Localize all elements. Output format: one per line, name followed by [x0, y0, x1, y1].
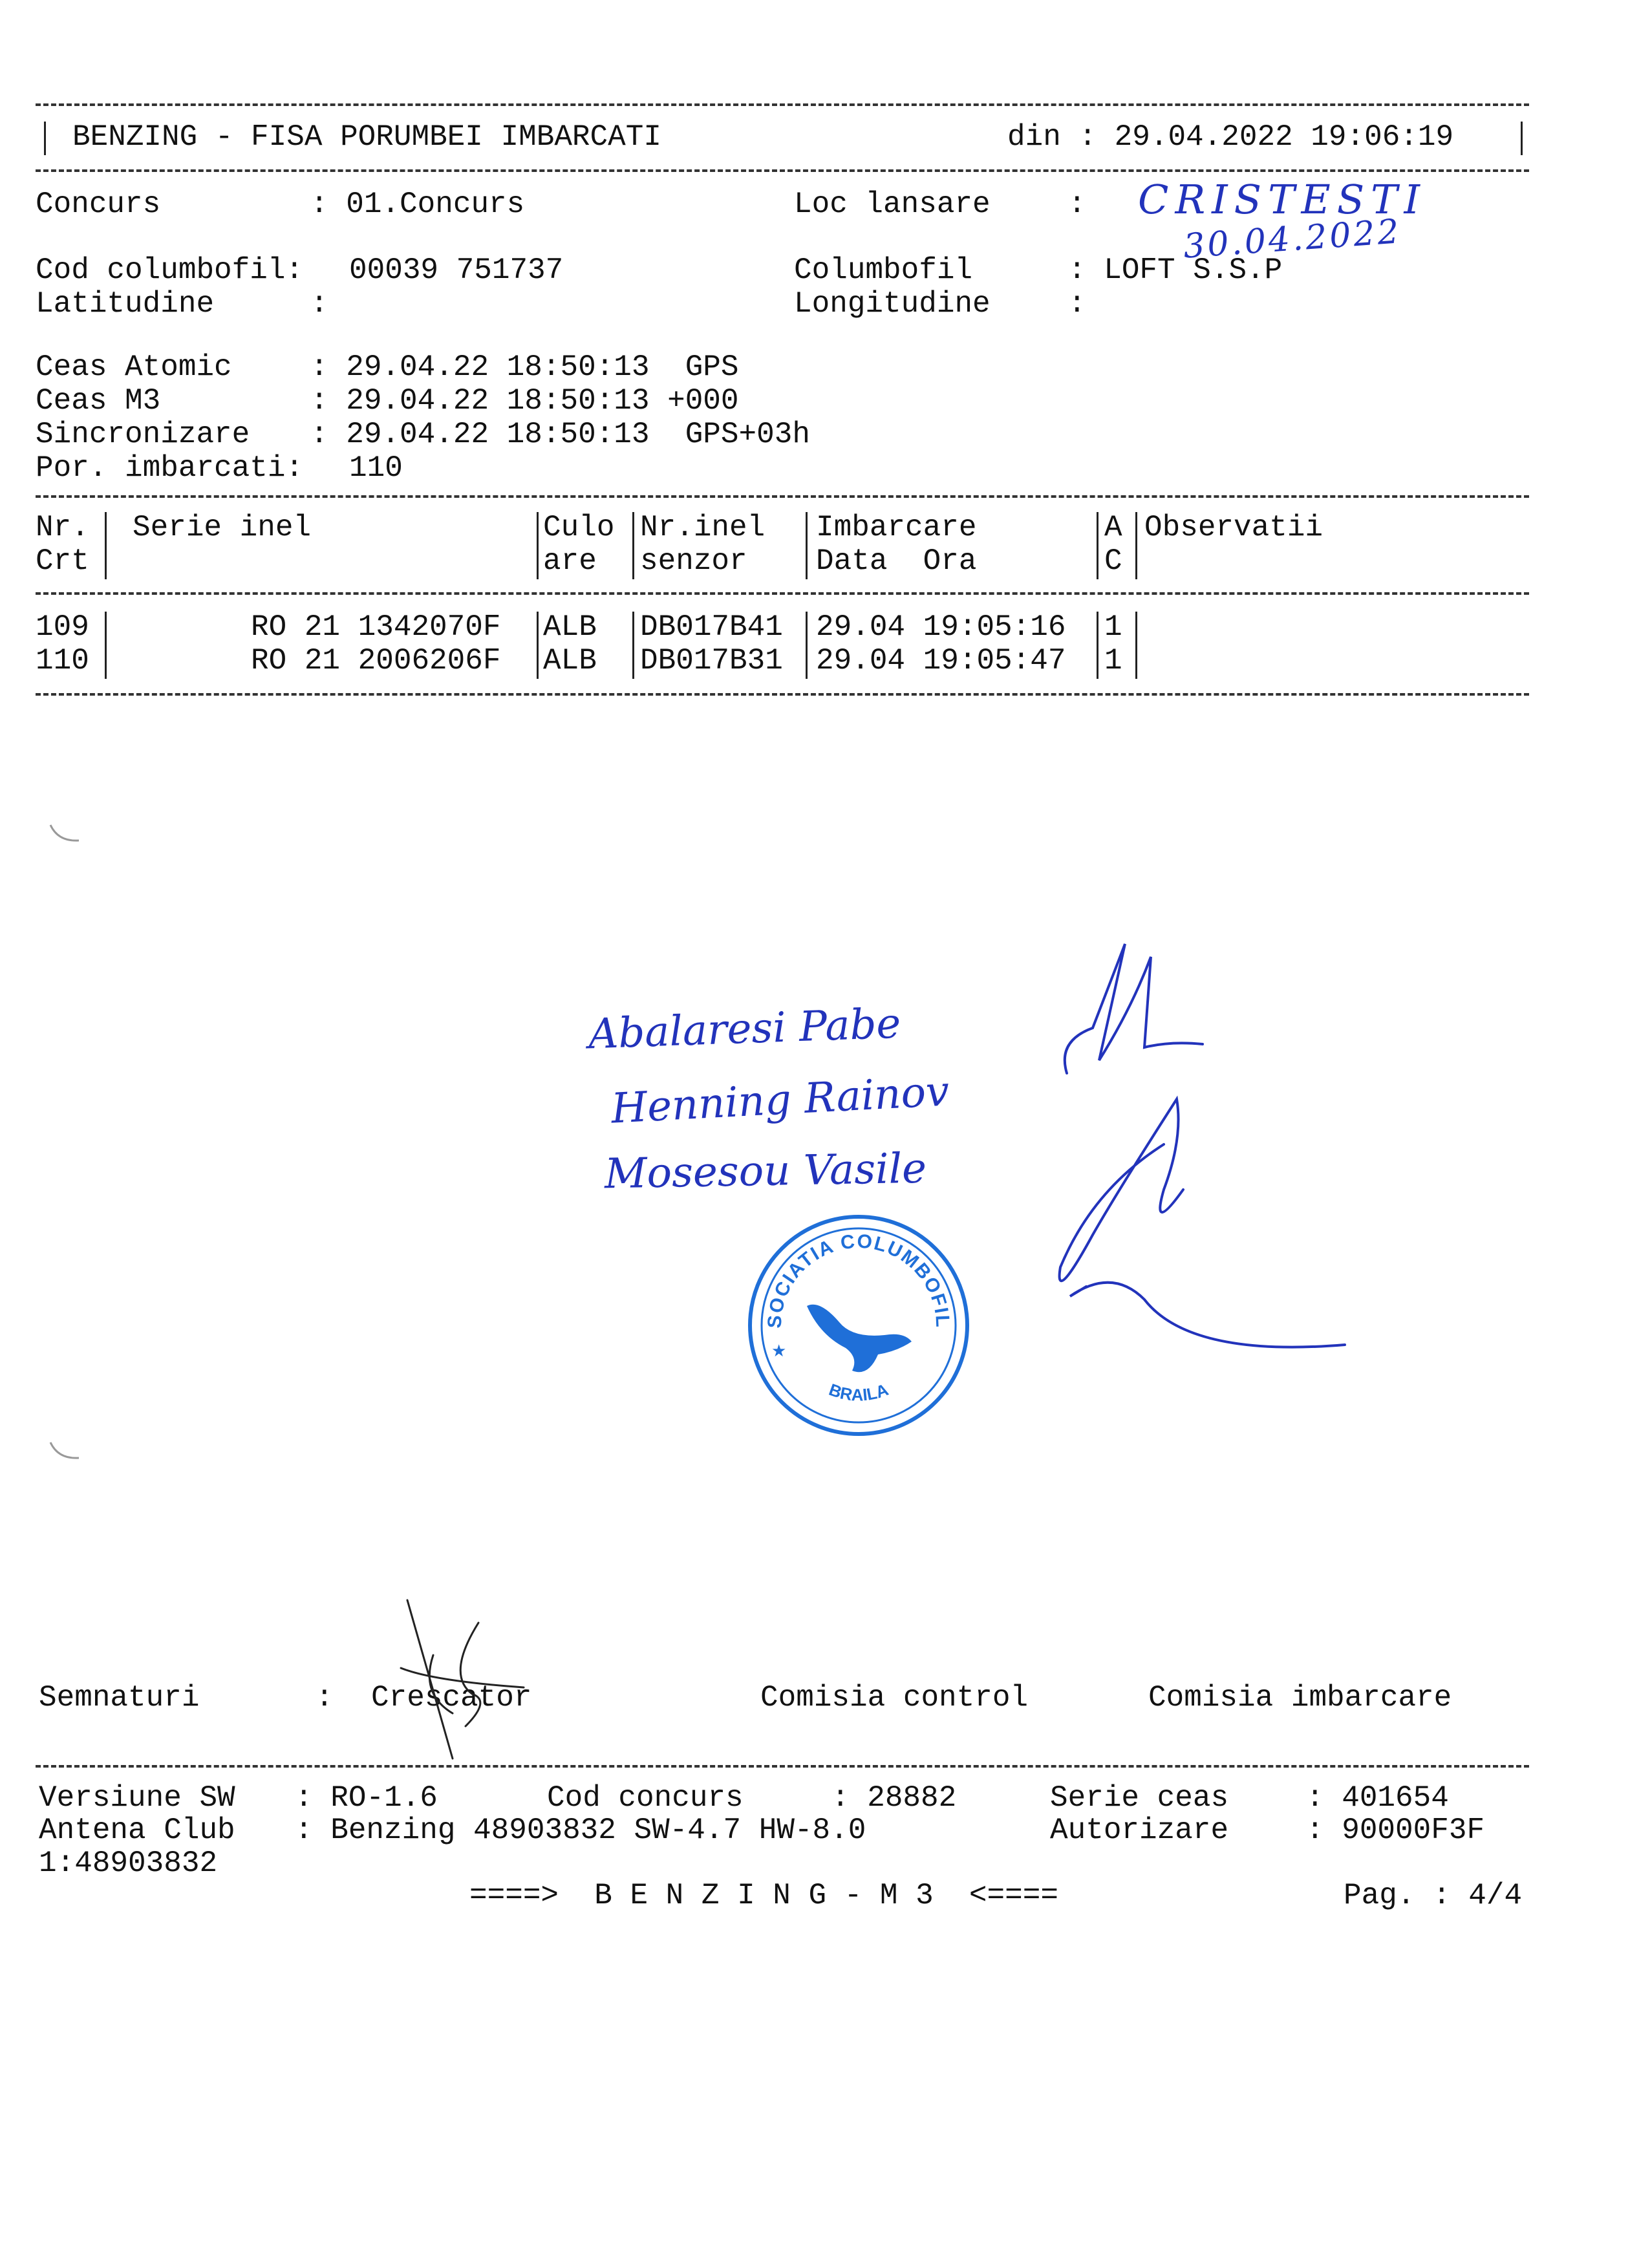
- col-divider: [632, 612, 634, 679]
- versiune-label: Versiune SW: [39, 1781, 235, 1815]
- antena-id: 1:48903832: [39, 1846, 218, 1880]
- col-imbarcare-header: Imbarcare: [816, 511, 977, 544]
- col-data-ora-header: Data Ora: [816, 544, 977, 578]
- crescator-label: Crescator: [371, 1681, 532, 1715]
- sincronizare-value: : 29.04.22 18:50:13 GPS+03h: [310, 418, 810, 451]
- handwritten-name: Henning Rainov: [610, 1067, 950, 1133]
- cell-nr: 110: [36, 644, 89, 678]
- handwritten-location-date: 30.04.2022: [1182, 212, 1403, 266]
- semnaturi-sep: :: [316, 1681, 334, 1715]
- cell-culoare: ALB: [543, 644, 597, 678]
- document-date: din : 29.04.2022 19:06:19: [1007, 120, 1454, 154]
- punch-hole-mark: [45, 1439, 84, 1464]
- svg-text:ASOCIATIA COLUMBOFILA: [734, 1192, 953, 1329]
- cod-concurs-label: Cod concurs: [547, 1781, 744, 1815]
- antena-value: : Benzing 48903832 SW-4.7 HW-8.0: [295, 1813, 866, 1847]
- cell-serie: RO 21 1342070F: [251, 610, 501, 644]
- stamp-top-text: ASOCIATIA COLUMBOFILA: [734, 1192, 954, 1329]
- col-crt-header: Crt: [36, 544, 89, 578]
- cod-columbofil-value: 00039 751737: [349, 253, 564, 287]
- footer-dashed-rule: [36, 1765, 1529, 1768]
- cod-columbofil-label: Cod columbofil:: [36, 253, 304, 287]
- handwritten-name: Abalaresi Pabe: [587, 1000, 902, 1059]
- ceas-m3-value: : 29.04.22 18:50:13 +000: [310, 384, 739, 418]
- cell-culoare: ALB: [543, 610, 597, 644]
- col-senzor-header: Nr.inel: [640, 511, 766, 544]
- commission-signature: [1034, 1073, 1358, 1364]
- latitudine-label: Latitudine: [36, 287, 215, 321]
- col-nr-header: Nr.: [36, 511, 89, 544]
- serie-ceas-value: : 401654: [1306, 1781, 1449, 1815]
- col-divider: [105, 612, 107, 679]
- handwritten-location: CRISTESTI: [1138, 176, 1427, 223]
- table-bottom-rule: [36, 693, 1529, 696]
- punch-hole-mark: [45, 821, 84, 847]
- autorizare-label: Autorizare: [1050, 1813, 1229, 1847]
- ceas-m3-label: Ceas M3: [36, 384, 161, 418]
- versiune-value: : RO-1.6: [295, 1781, 438, 1815]
- columbofil-value: : LOFT S.S.P: [1068, 253, 1283, 287]
- cell-serie: RO 21 2006206F: [251, 644, 501, 678]
- concurs-label: Concurs: [36, 187, 161, 221]
- sincronizare-label: Sincronizare: [36, 418, 250, 451]
- cell-data-ora: 29.04 19:05:16: [816, 610, 1066, 644]
- autorizare-value: : 90000F3F: [1306, 1813, 1485, 1847]
- page-number: Pag. : 4/4: [1344, 1879, 1523, 1912]
- col-divider: [537, 512, 539, 579]
- col-divider: [632, 512, 634, 579]
- svg-text:BRAILA: [826, 1380, 891, 1405]
- columbofil-label: Columbofil: [794, 253, 973, 287]
- serie-ceas-label: Serie ceas: [1050, 1781, 1229, 1815]
- pigeon-icon: [807, 1305, 912, 1372]
- latitudine-value: :: [310, 287, 328, 321]
- semnaturi-label: Semnaturi: [39, 1681, 200, 1715]
- ceas-atomic-value: : 29.04.22 18:50:13 GPS: [310, 350, 739, 384]
- loc-lansare-sep: :: [1068, 187, 1086, 221]
- col-ac-header-2: C: [1104, 544, 1122, 578]
- col-culoare-header: Culo: [543, 511, 615, 544]
- header-dashed-rule: [36, 169, 1529, 172]
- concurs-value: : 01.Concurs: [310, 187, 525, 221]
- col-divider: [1097, 612, 1098, 679]
- col-culoare-header-2: are: [543, 544, 597, 578]
- loc-lansare-label: Loc lansare: [794, 187, 991, 221]
- document-title: BENZING - FISA PORUMBEI IMBARCATI: [72, 120, 661, 154]
- breeder-signature: [394, 1597, 537, 1765]
- ceas-atomic-label: Ceas Atomic: [36, 350, 232, 384]
- header-right-bar: [1521, 122, 1523, 155]
- club-stamp: [734, 1192, 975, 1442]
- cell-senzor: DB017B31: [640, 644, 783, 678]
- comisia-control-label: Comisia control: [760, 1681, 1029, 1715]
- col-observatii-header: Observatii: [1144, 511, 1323, 544]
- porumbei-imbarcati-value: 110: [349, 451, 403, 485]
- cell-data-ora: 29.04 19:05:47: [816, 644, 1066, 678]
- comisia-imbarcare-label: Comisia imbarcare: [1148, 1681, 1452, 1715]
- col-divider: [1135, 512, 1137, 579]
- col-senzor-header-2: senzor: [640, 544, 747, 578]
- handwritten-name: Mosesou Vasile: [604, 1144, 927, 1199]
- col-serie-header: Serie inel: [133, 511, 312, 544]
- antena-label: Antena Club: [39, 1813, 235, 1847]
- col-divider: [1097, 512, 1098, 579]
- porumbei-imbarcati-label: Por. imbarcati:: [36, 451, 304, 485]
- table-header-rule: [36, 592, 1529, 595]
- cell-ac: 1: [1104, 644, 1122, 678]
- longitudine-value: :: [1068, 287, 1086, 321]
- brand-banner: ====> B E N Z I N G - M 3 <====: [469, 1879, 1058, 1912]
- cell-nr: 109: [36, 610, 89, 644]
- col-divider: [806, 512, 808, 579]
- stamp-bottom-text: BRAILA: [826, 1379, 891, 1405]
- svg-text:★: ★: [771, 1342, 787, 1361]
- cod-concurs-value: : 28882: [831, 1781, 957, 1815]
- col-divider: [537, 612, 539, 679]
- header-left-bar: [44, 122, 46, 155]
- cell-senzor: DB017B41: [640, 610, 783, 644]
- col-divider: [806, 612, 808, 679]
- table-top-rule: [36, 495, 1529, 498]
- col-divider: [105, 512, 107, 579]
- cell-ac: 1: [1104, 610, 1122, 644]
- longitudine-label: Longitudine: [794, 287, 991, 321]
- col-divider: [1135, 612, 1137, 679]
- top-dashed-rule: [36, 103, 1529, 106]
- col-ac-header: A: [1104, 511, 1122, 544]
